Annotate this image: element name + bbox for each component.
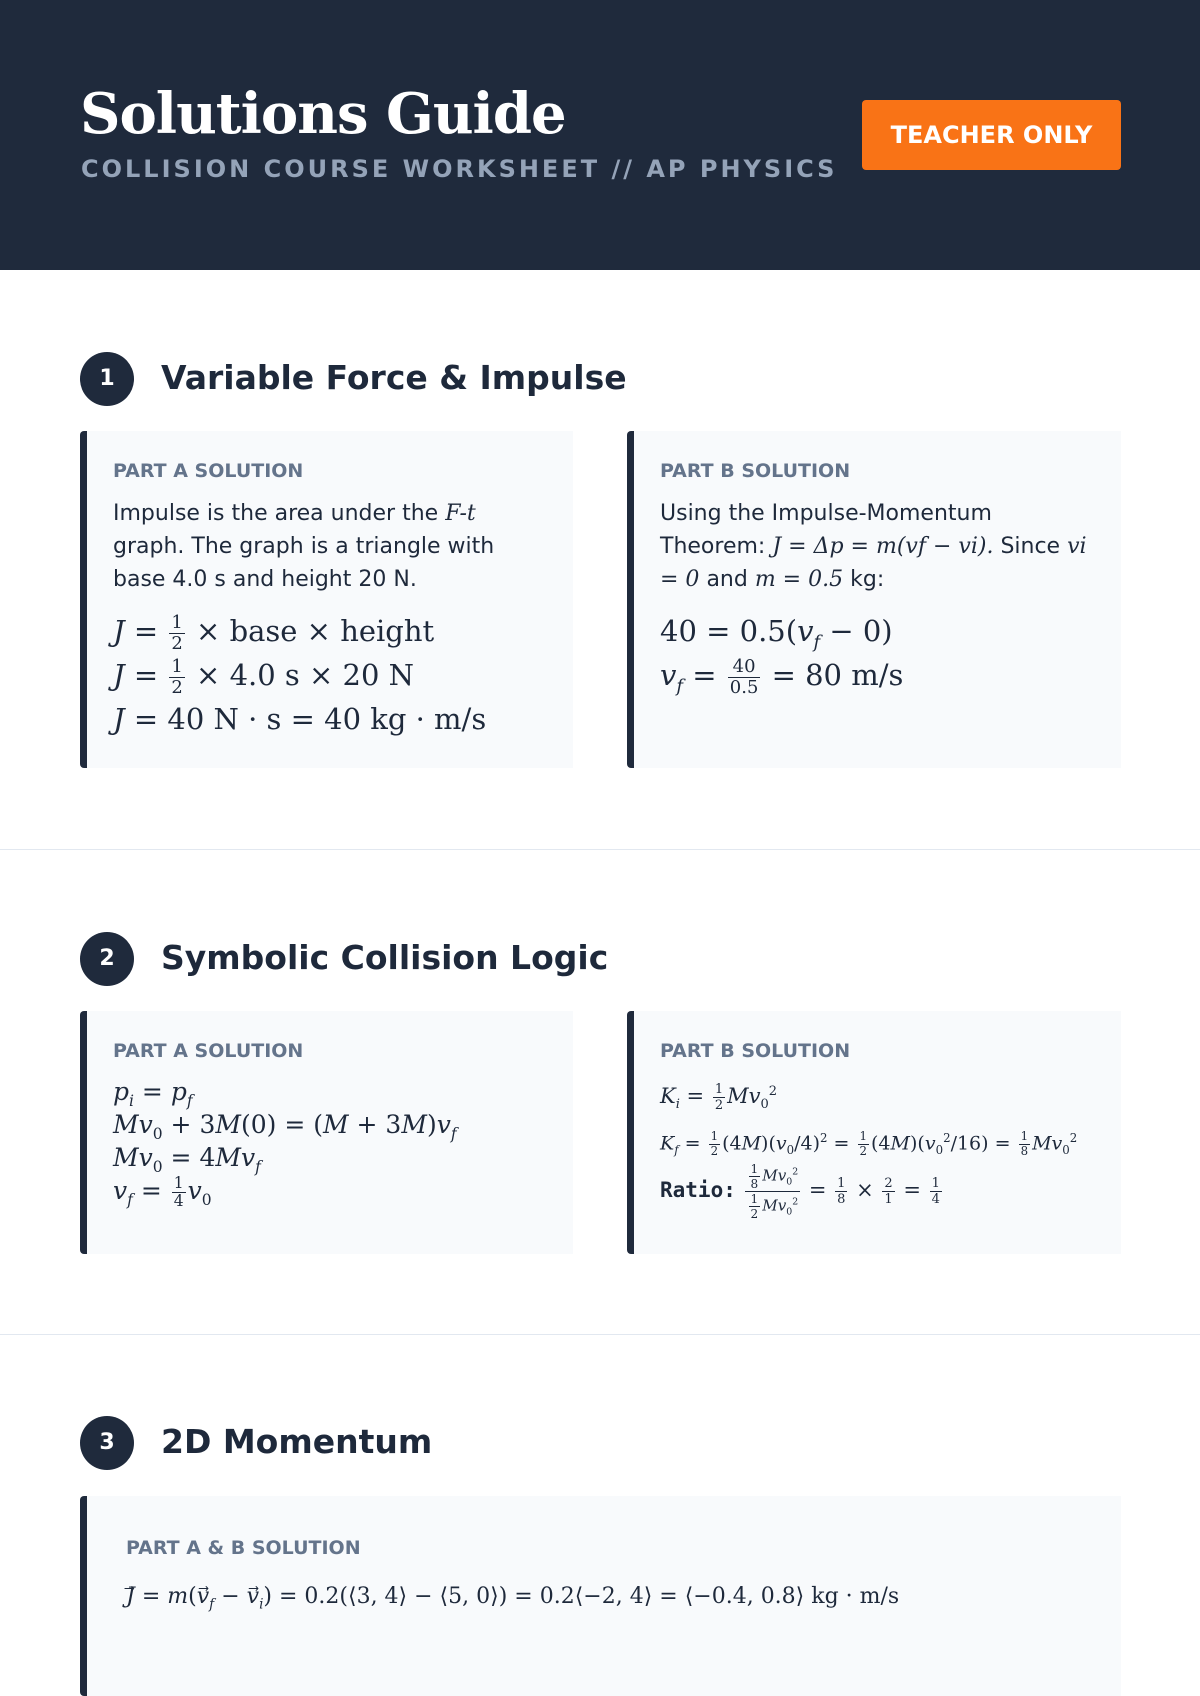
equation: $p_i = p_f$: [113, 1077, 193, 1110]
equation: $v_f$ = $\frac{1}{4}$ $v_0$: [113, 1173, 212, 1210]
card-label: PART B SOLUTION: [660, 460, 851, 482]
card-label: PART A & B SOLUTION: [126, 1537, 361, 1559]
card-text: Impulse is the area under the F-t graph. The graph is a triangle with base 4.0 s and height 20 N.: [113, 501, 495, 592]
solution-card-part-b: [627, 431, 1121, 768]
section-divider: [0, 849, 1200, 850]
page-subtitle: COLLISION COURSE WORKSHEET // AP PHYSICS: [81, 155, 838, 183]
equation: $Mv_0 + 3M(0) = (M + 3M)v_f$: [113, 1110, 457, 1143]
equation: Ratio: $\frac{1}{8}$ $Mv_0^2$ $\frac{1}{2}$ $Mv_0^2$ = $\frac{1}{8}$ × $\frac{2}{1}$ = $\frac{1}{4}$: [660, 1162, 940, 1222]
solution-card-part-b: [627, 1011, 1121, 1254]
section-number: 2: [80, 932, 134, 986]
section-number: 3: [80, 1416, 134, 1470]
section-title: Symbolic Collision Logic: [161, 938, 609, 977]
card-label: PART B SOLUTION: [660, 1040, 851, 1062]
equation: $Mv_0 = 4Mv_f$: [113, 1143, 261, 1176]
card-text: Using the Impulse-Momentum Theorem: J = Δp = m(vf − vi). Since vi = 0 and m = 0.5 kg:: [660, 501, 1087, 592]
equation: J⃗ = $m(v_f - v_i)$ = 0.2(⟨3, 4⟩ − ⟨5, 0⟩) = 0.2⟨−2, 4⟩ = ⟨−0.4, 0.8⟩ kg · m/s: [126, 1584, 900, 1613]
page-header: [0, 0, 1200, 270]
section-title: Variable Force & Impulse: [161, 358, 627, 397]
section-title: 2D Momentum: [161, 1422, 433, 1461]
equation: $40 = 0.5(v_f - 0)$: [660, 614, 893, 653]
page-title: Solutions Guide: [80, 81, 566, 147]
equation: J = $\frac{1}{2}$ × 4.0 s × 20 N: [113, 655, 415, 698]
solution-card-part-a: [80, 1011, 573, 1254]
equation: J = 40 N · s = 40 kg · m/s: [113, 702, 487, 736]
section-divider: [0, 1334, 1200, 1335]
card-label: PART A SOLUTION: [113, 460, 304, 482]
equation: J = $\frac{1}{2}$ × base × height: [113, 611, 435, 654]
solution-card-part-ab: [80, 1496, 1121, 1696]
section-number: 1: [80, 352, 134, 406]
equation: $K_f$ = $\frac{1}{2}$ $(4M)(v_0/4)^2$ = $\frac{1}{2}$ $(4M)(v_0^2/16)$ = $\frac{1}{8}$ $Mv_0^2$: [660, 1129, 1078, 1158]
equation: $K_i$ = $\frac{1}{2}$ $Mv_0^2$: [660, 1081, 778, 1113]
card-label: PART A SOLUTION: [113, 1040, 304, 1062]
solution-card-part-a: [80, 431, 573, 768]
teacher-only-badge: TEACHER ONLY: [862, 100, 1121, 170]
ratio-label: Ratio:: [660, 1178, 736, 1203]
equation: $v_f$ = $\frac{40}{0.5}$ = 80 m/s: [660, 655, 904, 698]
